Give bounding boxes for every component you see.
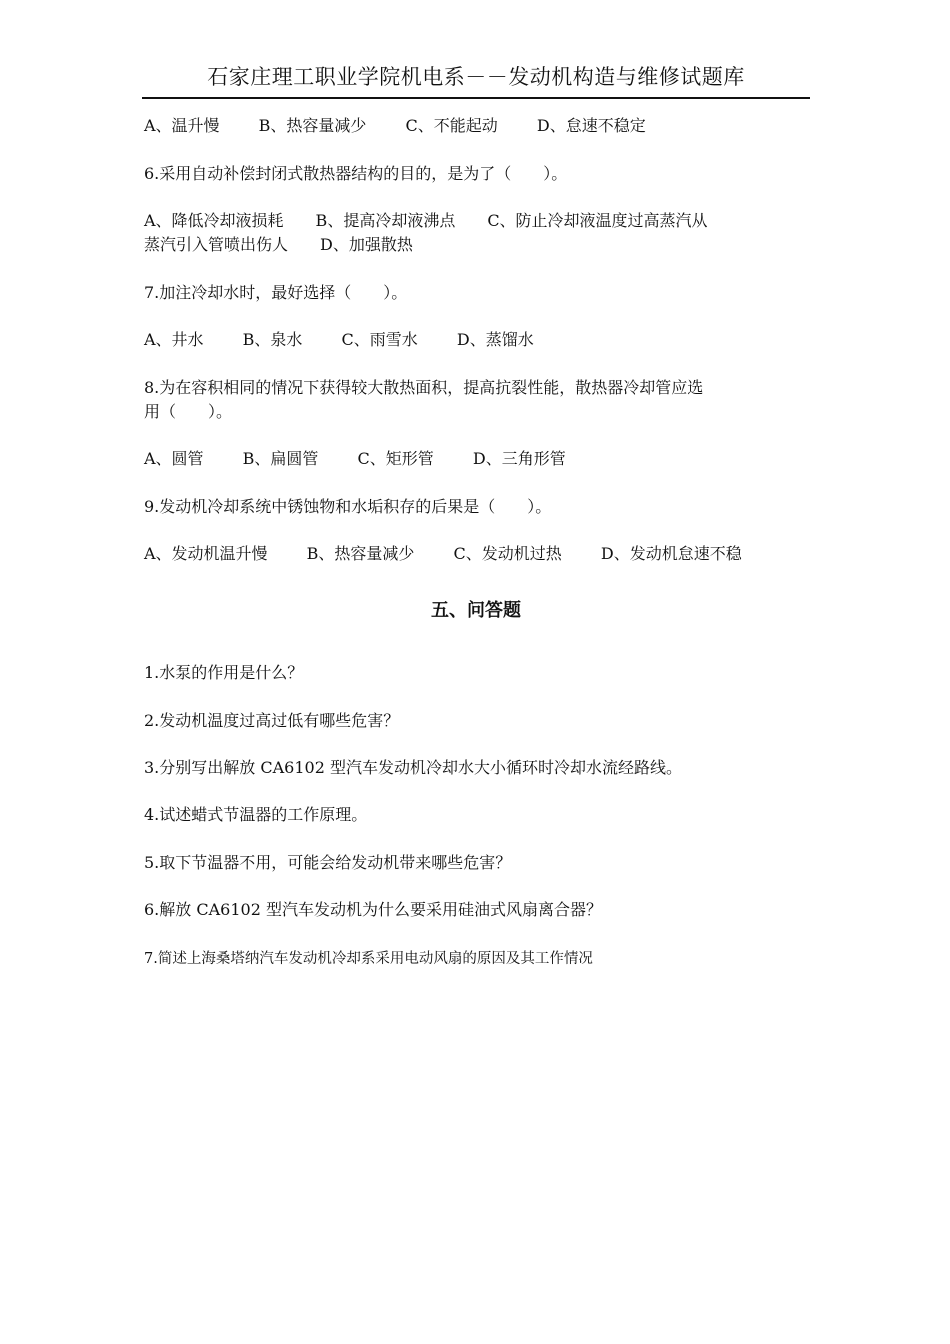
section-title-qa: 五、问答题 bbox=[431, 600, 521, 621]
header-rule bbox=[142, 97, 810, 99]
q5-option-b: B、热容量减少 bbox=[258, 116, 367, 135]
q9-option-c: C、发动机过热 bbox=[453, 544, 562, 563]
q7-options bbox=[144, 328, 810, 352]
q7-option-c: C、雨雪水 bbox=[341, 330, 418, 349]
q9-option-b: B、热容量减少 bbox=[306, 544, 415, 563]
page-header-title: 石家庄理工职业学院机电系－－发动机构造与维修试题库 bbox=[207, 65, 745, 89]
q8-option-d: D、三角形管 bbox=[472, 449, 566, 468]
q9-options bbox=[144, 542, 810, 566]
q8-question-line2: 用（ ）。 bbox=[144, 402, 233, 421]
q7-option-a: A、井水 bbox=[144, 330, 204, 349]
qa-question-1: 1.水泵的作用是什么？ bbox=[144, 663, 304, 682]
q5-option-a: A、温升慢 bbox=[144, 116, 220, 135]
q9-question: 9.发动机冷却系统中锈蚀物和水垢积存的后果是（ ）。 bbox=[144, 497, 552, 516]
q9-option-a: A、发动机温升慢 bbox=[144, 544, 268, 563]
q8-option-b: B、扁圆管 bbox=[242, 449, 319, 468]
qa-question-5: 5.取下节温器不用，可能会给发动机带来哪些危害？ bbox=[144, 853, 512, 872]
q8-question-line1: 8.为在容积相同的情况下获得较大散热面积，提高抗裂性能，散热器冷却管应选 bbox=[144, 378, 704, 397]
qa-question-3: 3.分别写出解放 CA6102 型汽车发动机冷却水大小循环时冷却水流经路线。 bbox=[144, 758, 682, 777]
q7-option-b: B、泉水 bbox=[242, 330, 303, 349]
q7-question: 7.加注冷却水时，最好选择（ ）。 bbox=[144, 283, 408, 302]
q8-option-a: A、圆管 bbox=[144, 449, 204, 468]
q5-option-c: C、不能起动 bbox=[405, 116, 498, 135]
q5-option-d: D、怠速不稳定 bbox=[536, 116, 646, 135]
q7-option-d: D、蒸馏水 bbox=[456, 330, 534, 349]
qa-question-4: 4.试述蜡式节温器的工作原理。 bbox=[144, 805, 368, 824]
q8-option-c: C、矩形管 bbox=[357, 449, 434, 468]
qa-question-7: 7.简述上海桑塔纳汽车发动机冷却系采用电动风扇的原因及其工作情况 bbox=[144, 951, 593, 967]
q5-options bbox=[144, 114, 810, 138]
q6-question: 6.采用自动补偿封闭式散热器结构的目的，是为了（ ）。 bbox=[144, 164, 568, 183]
q6-options-line2: 蒸汽引入管喷出伤人 D、加强散热 bbox=[144, 235, 413, 254]
qa-question-6: 6.解放 CA6102 型汽车发动机为什么要采用硅油式风扇离合器？ bbox=[144, 900, 602, 919]
qa-question-2: 2.发动机温度过高过低有哪些危害？ bbox=[144, 711, 400, 730]
q9-option-d: D、发动机怠速不稳 bbox=[600, 544, 742, 563]
q8-options bbox=[144, 447, 810, 471]
q6-options-line1: A、降低冷却液损耗 B、提高冷却液沸点 C、防止冷却液温度过高蒸汽从 bbox=[144, 211, 708, 230]
